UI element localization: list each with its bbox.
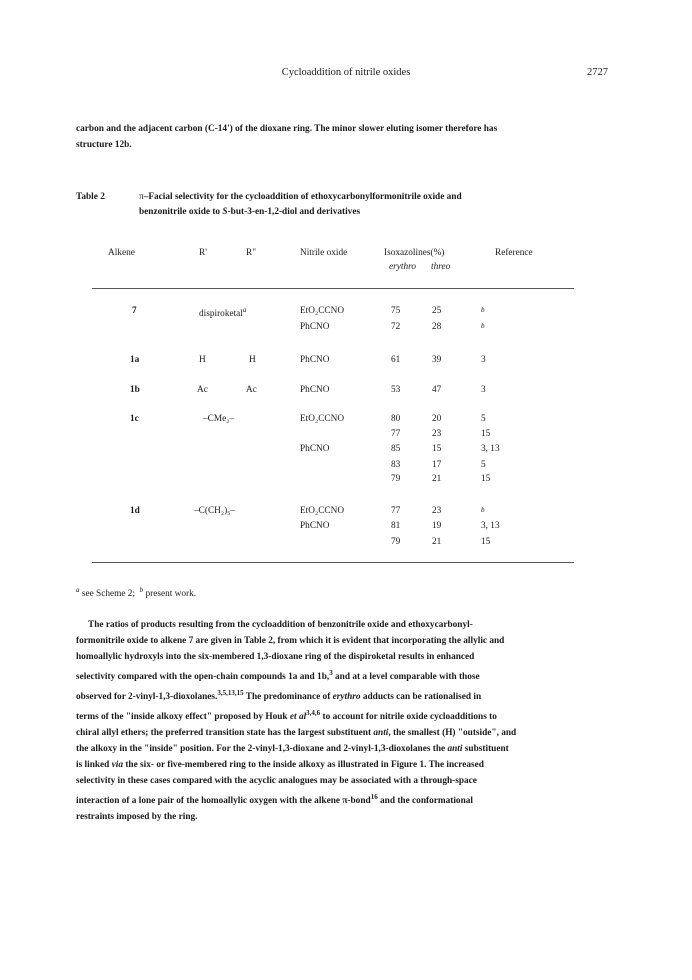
cell-ref-1d-3: 15: [481, 537, 491, 547]
table-caption-text: π–Facial selectivity for the cycloaddition of ethoxycarbonylformonitrile oxide and benzonitrile oxide to S-but-3-en-1,2-diol and derivatives: [139, 192, 462, 217]
cell-erythro-1c-3: 85: [391, 444, 401, 454]
cell-erythro-7-1: 75: [391, 306, 401, 316]
cell-nitrile-1d-2: PhCNO: [300, 521, 330, 531]
cell-threo-1c-1: 20: [432, 414, 442, 424]
cell-nitrile-1c-1: EtO₂CCNO: [300, 414, 345, 424]
cell-erythro-1d-3: 79: [391, 537, 401, 547]
cell-ref-1c-4: 5: [481, 460, 486, 470]
cell-ref-1c-1: 5: [481, 414, 486, 424]
cell-ref-7-2: b: [481, 322, 485, 330]
cell-threo-1d-2: 19: [432, 521, 442, 531]
cell-alkene-1c: 1c: [130, 414, 139, 424]
col-header-r2: R": [246, 248, 256, 258]
cell-alkene-1b: 1b: [130, 385, 140, 395]
table-label: Table 2: [76, 192, 105, 202]
page-number: 2727: [587, 67, 608, 78]
cell-nitrile-1c-2: PhCNO: [300, 444, 330, 454]
cell-ref-1d-1: b: [481, 506, 485, 514]
discussion-paragraph: The ratios of products resulting from the cycloaddition of benzonitrile oxide and ethoxycarbonyl- formonitrile oxide to alkene 7 are given in Table 2, from which it is evident that incorporating the allylic and homoallylic hydroxyls into the six-membered 1,3-dioxane ring of the dispiroketal results in enhanced selectivity compared with the open-chain compounds 1a and 1b,$^3$ and at a level comparable with those observed for 2-vinyl-1,3-dioxolanes.$^{3,5,13,15}$ The predominance of erythro adducts can be rationalised in terms of the "inside alkoxy effect" proposed by Houk et al$^{3,4,6}$ to account for nitrile oxide cycloadditions to chiral allyl ethers; the preferred transition state has the largest substituent anti, the smallest (H) "outside", and the alkoxy in the "inside" position. For the 2-vinyl-1,3-dioxane and 2-vinyl-1,3-dioxolanes the anti substituent is linked via the six- or five-membered ring to the inside alkoxy as illustrated in Figure 1. The increased selectivity in these cases compared with the acyclic analogues may be associated with a through-space interaction of a lone pair of the homoallylic oxygen with the alkene π-bond$^{16}$ and the conformational restraints imposed by the ring.: [76, 620, 517, 822]
structure-ref: 12b: [114, 140, 130, 150]
cell-ref-1d-2: 3, 13: [481, 521, 500, 531]
cell-threo-7-1: 25: [432, 306, 442, 316]
intro-paragraph: [76, 121, 612, 153]
cell-erythro-1c-1: 80: [391, 414, 401, 424]
cell-erythro-7-2: 72: [391, 322, 401, 332]
cell-erythro-1d-2: 81: [391, 521, 401, 531]
cell-nitrile-1a: PhCNO: [300, 355, 330, 365]
cell-nitrile-7-1: EtO₂CCNO: [300, 306, 345, 316]
cell-ref-1a: 3: [481, 355, 486, 365]
cell-nitrile-1b: PhCNO: [300, 385, 330, 395]
cell-ref-7-1: b: [481, 306, 485, 314]
cell-threo-7-2: 28: [432, 322, 442, 332]
cell-r-1d: –C(CH₂)₅–: [194, 506, 236, 516]
cell-ref-1c-5: 15: [481, 474, 491, 484]
cell-threo-1c-3: 15: [432, 444, 442, 454]
cell-threo-1c-2: 23: [432, 429, 442, 439]
cell-threo-1d-3: 21: [432, 537, 442, 547]
cell-nitrile-1d-1: EtO₂CCNO: [300, 506, 345, 516]
table-footnote: $^a$ see Scheme 2; $^b$ present work.: [76, 586, 197, 600]
table-top-rule: [92, 288, 574, 289]
cell-nitrile-7-2: PhCNO: [300, 322, 330, 332]
cell-ref-1b: 3: [481, 385, 486, 395]
cell-ref-1c-3: 3, 13: [481, 444, 500, 454]
cell-threo-1c-5: 21: [432, 474, 442, 484]
cell-r-1c: –CMe₂–: [203, 414, 235, 424]
table-bottom-rule: [92, 562, 574, 563]
col-header-nitrile-oxide: Nitrile oxide: [300, 248, 348, 258]
col-header-threo: threo: [431, 262, 451, 272]
cell-r-7: dispiroketal$^a$: [199, 306, 247, 320]
cell-r2-1a: H: [249, 355, 256, 365]
cell-alkene-7: 7: [132, 306, 137, 316]
intro-line-2: structure 12b.: [76, 140, 132, 150]
cell-alkene-1d: 1d: [130, 506, 140, 516]
cell-threo-1b: 47: [432, 385, 442, 395]
running-title: Cycloaddition of nitrile oxides: [281, 67, 411, 78]
col-header-erythro: erythro: [389, 262, 417, 272]
cell-threo-1c-4: 17: [432, 460, 442, 470]
cell-ref-1c-2: 15: [481, 429, 491, 439]
col-header-isoxazolines: Isoxazolines(%): [384, 248, 445, 258]
cell-r2-1b: Ac: [246, 385, 257, 395]
cell-threo-1d-1: 23: [432, 506, 442, 516]
cell-erythro-1b: 53: [391, 385, 401, 395]
cell-erythro-1c-5: 79: [391, 474, 401, 484]
cell-threo-1a: 39: [432, 355, 442, 365]
intro-line-1: carbon and the adjacent carbon (C-14') of the dioxane ring. The minor slower eluting isomer therefore has: [76, 124, 498, 134]
cell-alkene-1a: 1a: [130, 355, 140, 365]
col-header-reference: Reference: [495, 248, 533, 258]
cell-erythro-1c-4: 83: [391, 460, 401, 470]
cell-r1-1b: Ac: [197, 385, 208, 395]
cell-erythro-1a: 61: [391, 355, 401, 365]
col-header-alkene: Alkene: [108, 248, 135, 258]
cell-erythro-1c-2: 77: [391, 429, 401, 439]
cell-erythro-1d-1: 77: [391, 506, 401, 516]
col-header-r1: R': [199, 248, 207, 258]
cell-r1-1a: H: [199, 355, 206, 365]
